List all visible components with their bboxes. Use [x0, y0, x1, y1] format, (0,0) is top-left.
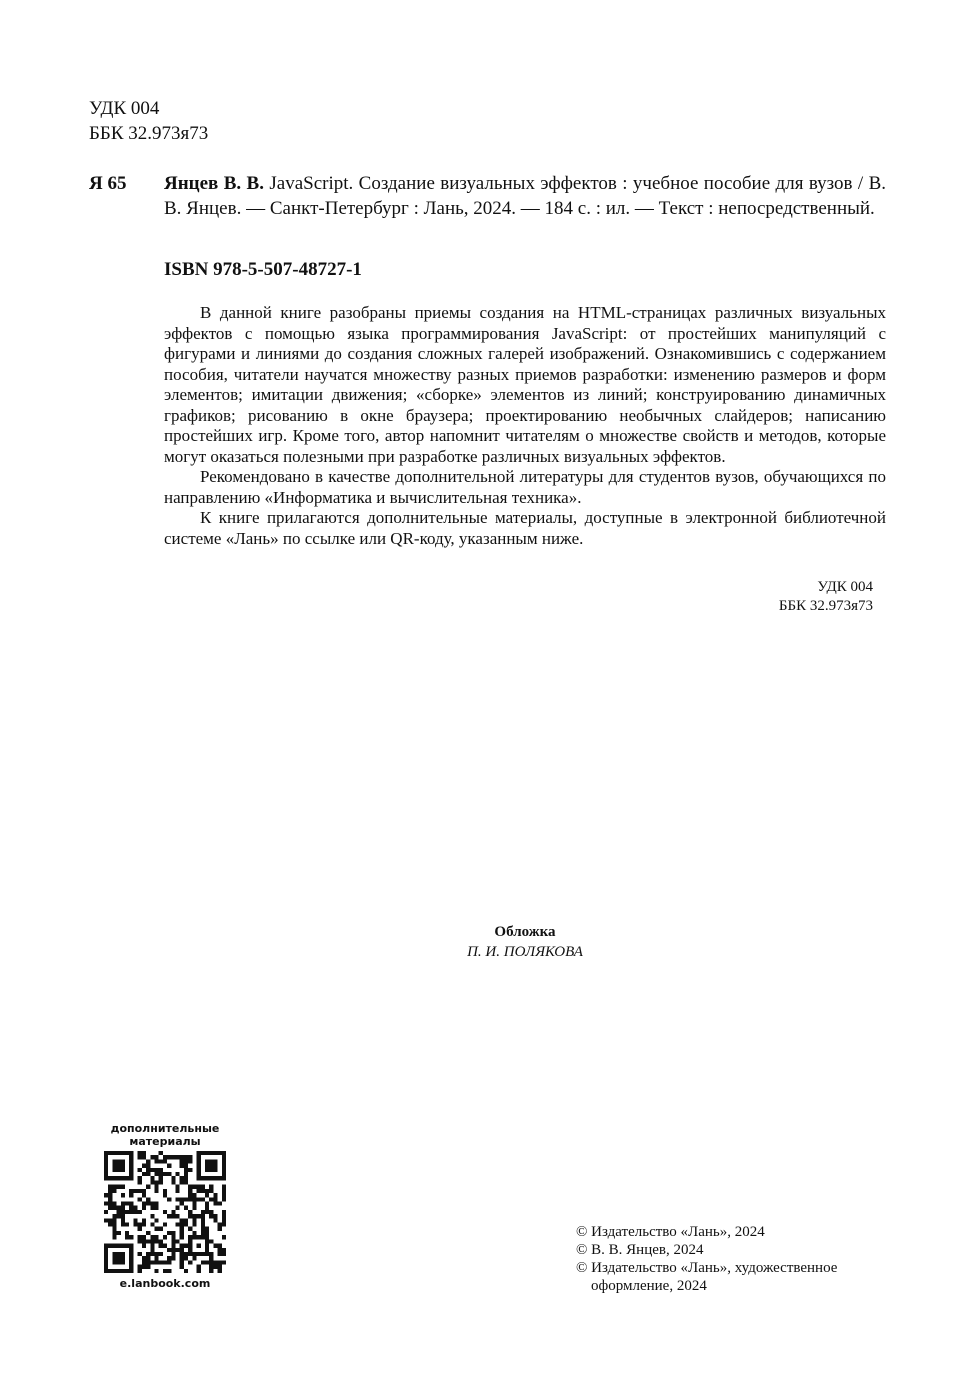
udk-code: УДК 004 — [817, 579, 873, 595]
author-sign: Я 65 — [89, 173, 127, 194]
qr-code-icon[interactable] — [104, 1151, 226, 1273]
copyright-line: © Издательство «Лань», художественное оформление, 2024 — [576, 1260, 838, 1294]
cover-label: Обложка — [494, 924, 556, 940]
udk-code: УДК 004 — [89, 98, 160, 119]
annotation-paragraph: К книге прилагаются дополнительные материалы, доступные в электронной библиотечной системе «Лань» по ссылке или QR-коду, указанным ниже. — [164, 508, 886, 548]
bbk-code: ББК 32.973я73 — [89, 123, 209, 144]
annotation — [164, 303, 886, 549]
bbk-code: ББК 32.973я73 — [778, 598, 873, 614]
qr-caption-line: материалы — [129, 1135, 201, 1148]
isbn: ISBN 978-5-507-48727-1 — [164, 259, 362, 280]
cover-credit — [380, 922, 670, 962]
copyright-line: © В. В. Янцев, 2024 — [576, 1242, 704, 1258]
bibliographic-record — [164, 171, 886, 221]
qr-url[interactable]: e.lanbook.com — [119, 1277, 211, 1290]
annotation-paragraph: В данной книге разобраны приемы создания на HTML-страницах различных визуальных эффектов с помощью языка программирования JavaScript: от простейших манипуляций с фигурами и линиями до создания сложных галерей изображений. Ознакомившись с содержанием пособия, читатели научатся множеству разных приемов разработки: изменению размеров и форм элементов; имитации движения; «сборке» элементов из линий; конструированию динамичных графиков; рисованию в окне браузера; проектированию необычных слайдеров; написанию простейших игр. Кроме того, автор напомнит читателям о множестве свойств и методов, которые могут оказаться полезными при разработке различных визуальных эффектов. — [164, 303, 886, 466]
author-name: Янцев В. В. — [164, 173, 264, 194]
qr-caption — [100, 1122, 230, 1148]
copyright-line: © Издательство «Лань», 2024 — [576, 1224, 765, 1240]
qr-caption-line: дополнительные — [110, 1122, 220, 1135]
bibliographic-description: JavaScript. Создание визуальных эффектов : учебное пособие для вузов / В. В. Янцев. — Санкт-Петербург : Лань, 2024. — 184 с. : ил. — Текст : непосредственный. — [164, 173, 887, 219]
udk-block-right — [720, 578, 873, 616]
cover-designer: П. И. ПОЛЯКОВА — [467, 944, 583, 960]
copyright-block — [576, 1223, 886, 1295]
annotation-paragraph: Рекомендовано в качестве дополнительной литературы для студентов вузов, обучающихся по направлению «Информатика и вычислительная техника». — [164, 467, 886, 507]
qr-code-graphic — [104, 1151, 226, 1273]
udk-block-top — [89, 96, 208, 146]
